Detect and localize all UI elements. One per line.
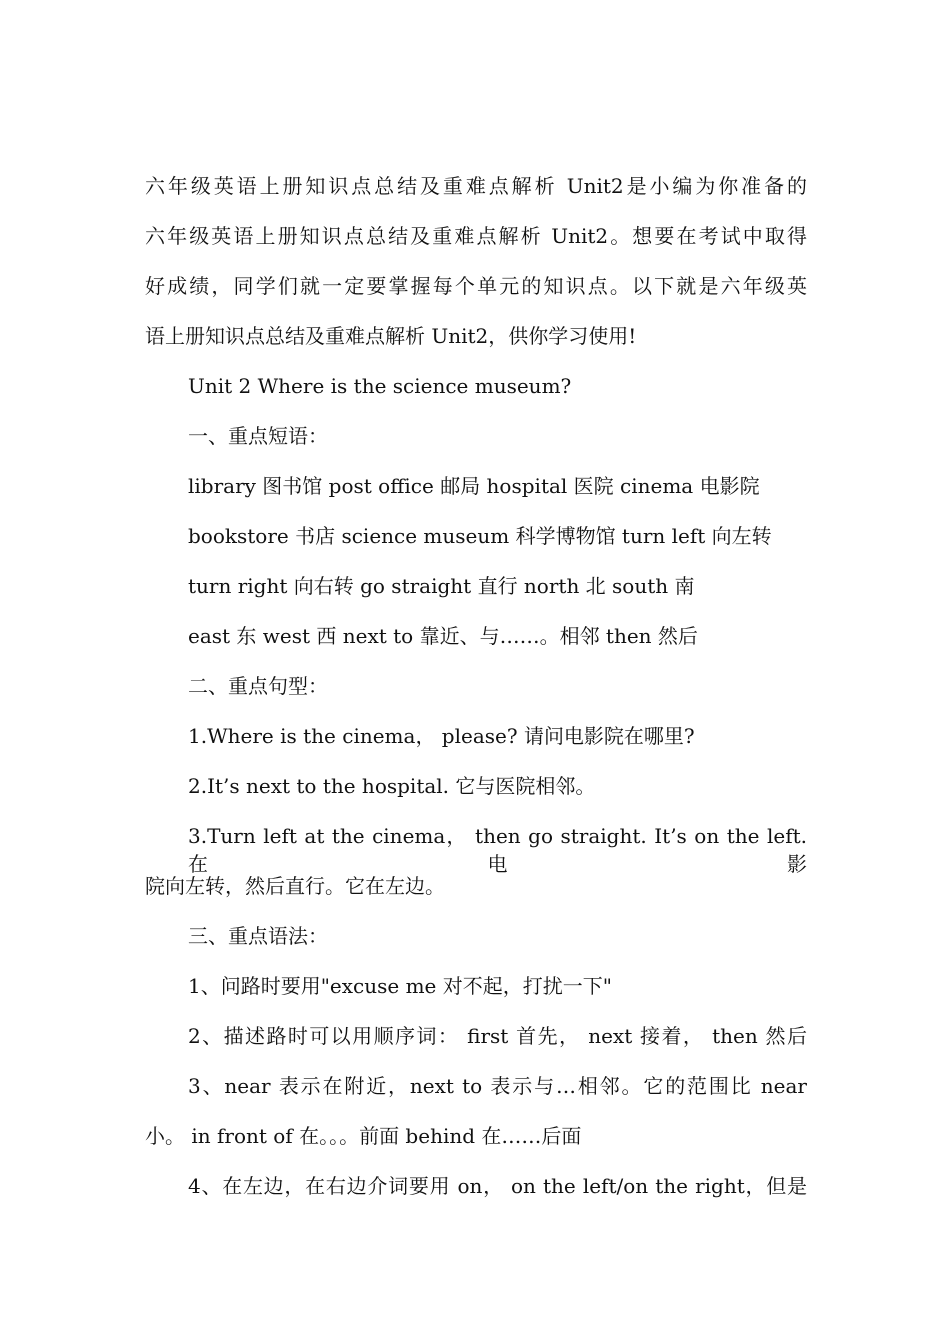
grammar-line-3: 3、near 表示在附近，next to 表示与…相邻。它的范围比 near bbox=[188, 1074, 807, 1098]
section-heading-sentences: 二、重点句型： bbox=[188, 674, 328, 698]
intro-line-2: 六年级英语上册知识点总结及重难点解析 Unit2。想要在考试中取得 bbox=[145, 224, 807, 248]
intro-line-3: 好成绩，同学们就一定要掌握每个单元的知识点。以下就是六年级英 bbox=[145, 274, 807, 298]
grammar-line-1: 1、问路时要用"excuse me 对不起，打扰一下" bbox=[188, 974, 612, 998]
sentence-line-2: 2.It’s next to the hospital. 它与医院相邻。 bbox=[188, 774, 596, 798]
intro-line-1: 六年级英语上册知识点总结及重难点解析 Unit2是小编为你准备的 bbox=[145, 174, 807, 198]
unit-title: Unit 2 Where is the science museum? bbox=[188, 374, 572, 398]
sentence-line-1: 1.Where is the cinema， please? 请问电影院在哪里? bbox=[188, 724, 695, 748]
phrase-line-1: library 图书馆 post office 邮局 hospital 医院 cinema 电影院 bbox=[188, 474, 760, 498]
grammar-line-2: 2、描述路时可以用顺序词： first 首先， next 接着， then 然后 bbox=[188, 1024, 807, 1048]
phrase-line-3: turn right 向右转 go straight 直行 north 北 south 南 bbox=[188, 574, 695, 598]
sentence-line-3: 3.Turn left at the cinema， then go straight. It’s on the left. 在电影 bbox=[188, 824, 807, 876]
phrase-line-4: east 东 west 西 next to 靠近、与……。相邻 then 然后 bbox=[188, 624, 698, 648]
grammar-line-4: 小。 in front of 在。。。前面 behind 在……后面 bbox=[145, 1124, 582, 1148]
sentence-line-4: 院向左转，然后直行。它在左边。 bbox=[145, 874, 445, 898]
grammar-line-5: 4、在左边，在右边介词要用 on， on the left/on the right，但是 bbox=[188, 1174, 807, 1198]
section-heading-grammar: 三、重点语法： bbox=[188, 924, 328, 948]
phrase-line-2: bookstore 书店 science museum 科学博物馆 turn left 向左转 bbox=[188, 524, 772, 548]
section-heading-phrases: 一、重点短语： bbox=[188, 424, 328, 448]
intro-line-4: 语上册知识点总结及重难点解析 Unit2，供你学习使用! bbox=[145, 324, 637, 348]
